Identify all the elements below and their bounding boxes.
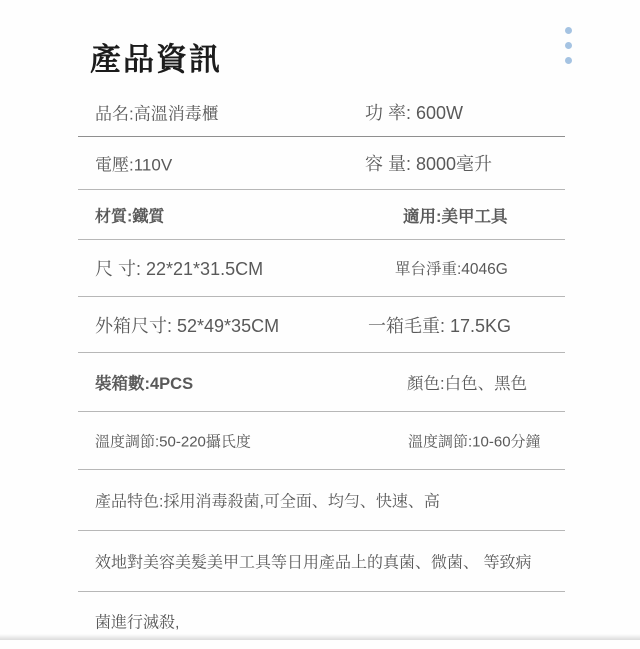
spec-label-left: 外箱尺寸: 52*49*35CM xyxy=(95,315,280,336)
spec-label-right: 溫度調節:10-60分鐘 xyxy=(408,433,541,450)
page-title: 產品資訊 xyxy=(90,42,222,77)
dot-icon xyxy=(565,42,572,49)
description-line xyxy=(78,470,565,531)
spec-table xyxy=(78,88,565,649)
description-text: 效地對美容美髮美甲工具等日用產品上的真菌、微菌、 等致病 xyxy=(95,554,532,572)
more-menu-button[interactable] xyxy=(563,27,573,64)
spec-row-carton-dimensions xyxy=(78,297,565,353)
description-text: 菌進行滅殺, xyxy=(95,614,180,631)
spec-label-left: 溫度調節:50-220攝氏度 xyxy=(95,433,251,450)
description-line xyxy=(78,592,565,649)
dot-icon xyxy=(565,27,572,34)
spec-row-voltage xyxy=(78,137,565,190)
bottom-edge-shadow xyxy=(0,634,640,640)
spec-label-left: 品名:高溫消毒櫃 xyxy=(95,104,219,124)
spec-label-right: 單台淨重:4046G xyxy=(395,261,508,278)
spec-label-left: 電壓:110V xyxy=(95,155,173,175)
dot-icon xyxy=(565,57,572,64)
spec-label-right: 一箱毛重: 17.5KG xyxy=(368,315,512,336)
description-text: 產品特色:採用消毒殺菌,可全面、均勻、快速、高 xyxy=(95,493,440,511)
spec-row-material xyxy=(78,190,565,240)
description-line xyxy=(78,531,565,592)
spec-label-left: 材質:鐵質 xyxy=(95,208,165,225)
spec-label-right: 容 量: 8000毫升 xyxy=(365,154,493,174)
spec-label-left: 裝箱數:4PCS xyxy=(95,375,194,393)
spec-row-packing-qty xyxy=(78,353,565,412)
spec-label-right: 顏色:白色、黑色 xyxy=(407,375,528,393)
spec-label-right: 適用:美甲工具 xyxy=(403,207,508,226)
spec-row-temperature xyxy=(78,412,565,470)
spec-label-right: 功 率: 600W xyxy=(365,103,464,123)
spec-row-product-name xyxy=(78,88,565,137)
spec-row-dimensions xyxy=(78,240,565,297)
spec-label-left: 尺 寸: 22*21*31.5CM xyxy=(95,259,264,279)
